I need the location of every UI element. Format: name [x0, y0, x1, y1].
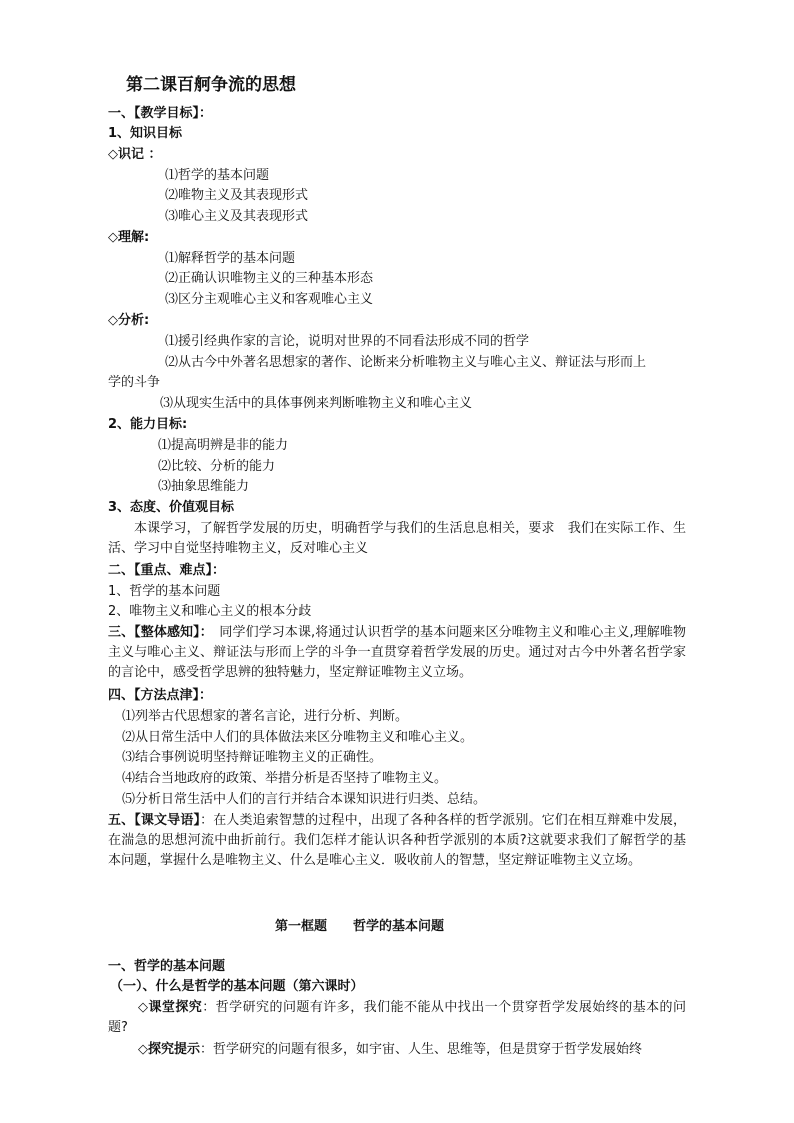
- recall-item: ⑴哲学的基本问题: [165, 168, 270, 183]
- attitude-goal-heading: 3、态度、价值观目标: [108, 500, 235, 515]
- analyze-item: ⑴援引经典作家的言论，说明对世界的不同看法形成不同的哲学: [165, 334, 530, 349]
- recall-item: ⑵唯物主义及其表现形式: [165, 188, 309, 203]
- method-item: ⑷结合当地政府的政策、举措分析是否坚持了唯物主义。: [122, 771, 448, 786]
- hint-paragraph: [108, 1040, 686, 1060]
- recall-label: ◇识记 ：: [108, 147, 162, 162]
- section-5-text: ：在人类追索智慧的过程中，出现了各种各样的哲学派别。它们在相互辩难中发展，在湍急的思想河流中曲折前行。我们怎样才能认识各种哲学派别的本质?这就要求我们了解哲学的基本问题，掌握什么是唯物主义、什么是唯心主义．吸收前人的智慧，坚定辩证唯物主义立场。: [108, 813, 686, 868]
- section-3-paragraph: [108, 623, 686, 683]
- method-item: ⑵从日常生活中人们的具体做法来区分唯物主义和唯心主义。: [122, 730, 474, 745]
- section-1-heading: 一、【教学目标】：: [108, 106, 213, 121]
- section-4-heading: 四、【方法点津】：: [108, 688, 213, 703]
- ability-goal-heading: 2、能力目标:: [108, 417, 188, 432]
- part-1-heading: 一、哲学的基本问题: [108, 959, 226, 974]
- analyze-item: ⑵从古今中外著名思想家的著作、论断来分析唯物主义与唯心主义、辩证法与形而上: [165, 355, 647, 370]
- section-2-heading: 二、【重点、难点】：: [108, 563, 226, 578]
- method-item: ⑸分析日常生活中人们的言行并结合本课知识进行归类、总结。: [122, 792, 487, 807]
- method-item: ⑴列举古代思想家的著名言论，进行分析、判断。: [122, 709, 409, 724]
- method-item: ⑶结合事例说明坚持辩证唯物主义的正确性。: [122, 750, 383, 765]
- key-point-item: 2、唯物主义和唯心主义的根本分歧: [108, 604, 312, 619]
- ability-item: ⑵比较、分析的能力: [158, 459, 276, 474]
- analyze-item-continued: 学的斗争: [108, 375, 161, 390]
- section-5-paragraph: [108, 811, 686, 871]
- attitude-paragraph: 本课学习，了解哲学发展的历史，明确哲学与我们的生活息息相关，要求 我们在实际工作、生活、学习中自觉坚持唯物主义，反对唯心主义: [108, 521, 686, 556]
- ability-item: ⑴提高明辨是非的能力: [158, 438, 289, 453]
- page-title: 第二课百舸争流的思想: [126, 75, 296, 95]
- understand-item: ⑵正确认识唯物主义的三种基本形态: [165, 271, 374, 286]
- key-point-item: 1、哲学的基本问题: [108, 584, 221, 599]
- understand-item: ⑴解释哲学的基本问题: [165, 251, 296, 266]
- hint-label: ◇探究提示: [138, 1042, 200, 1057]
- knowledge-goal-heading: 1、知识目标: [108, 126, 183, 141]
- section-3-text: 同学们学习本课,将通过认识哲学的基本问题来区分唯物主义和唯心主义,理解唯物主义与唯心主义、辩证法与形而上学的斗争一直贯穿着哲学发展的历史。通过对古今中外著名哲学家的言论中，感受哲学思辨的独特魅力，坚定辩证唯物主义立场。: [108, 625, 686, 680]
- section-5-heading: 五、【课文导语】: [108, 813, 201, 828]
- part-1-subheading: （一）、什么是哲学的基本问题（第六课时）: [110, 979, 364, 994]
- explore-text: ：哲学研究的问题有许多，我们能不能从中找出一个贯穿哲学发展始终的基本的问题?: [108, 1000, 686, 1035]
- explore-label: ◇课堂探究: [138, 1000, 203, 1015]
- section-3-heading: 三、【整体感知】：: [108, 625, 207, 640]
- recall-item: ⑶唯心主义及其表现形式: [165, 209, 309, 224]
- ability-item: ⑶抽象思维能力: [158, 479, 250, 494]
- understand-item: ⑶区分主观唯心主义和客观唯心主义: [165, 292, 374, 307]
- explore-paragraph: [108, 998, 686, 1038]
- frame-title: 第一框题 哲学的基本问题: [275, 919, 445, 934]
- analyze-item: ⑶从现实生活中的具体事例来判断唯物主义和唯心主义: [160, 396, 473, 411]
- hint-text: ：哲学研究的问题有很多，如宇宙、人生、思维等，但是贯穿于哲学发展始终: [200, 1042, 643, 1057]
- understand-label: ◇理解:: [108, 230, 150, 245]
- analyze-label: ◇分析:: [108, 313, 150, 328]
